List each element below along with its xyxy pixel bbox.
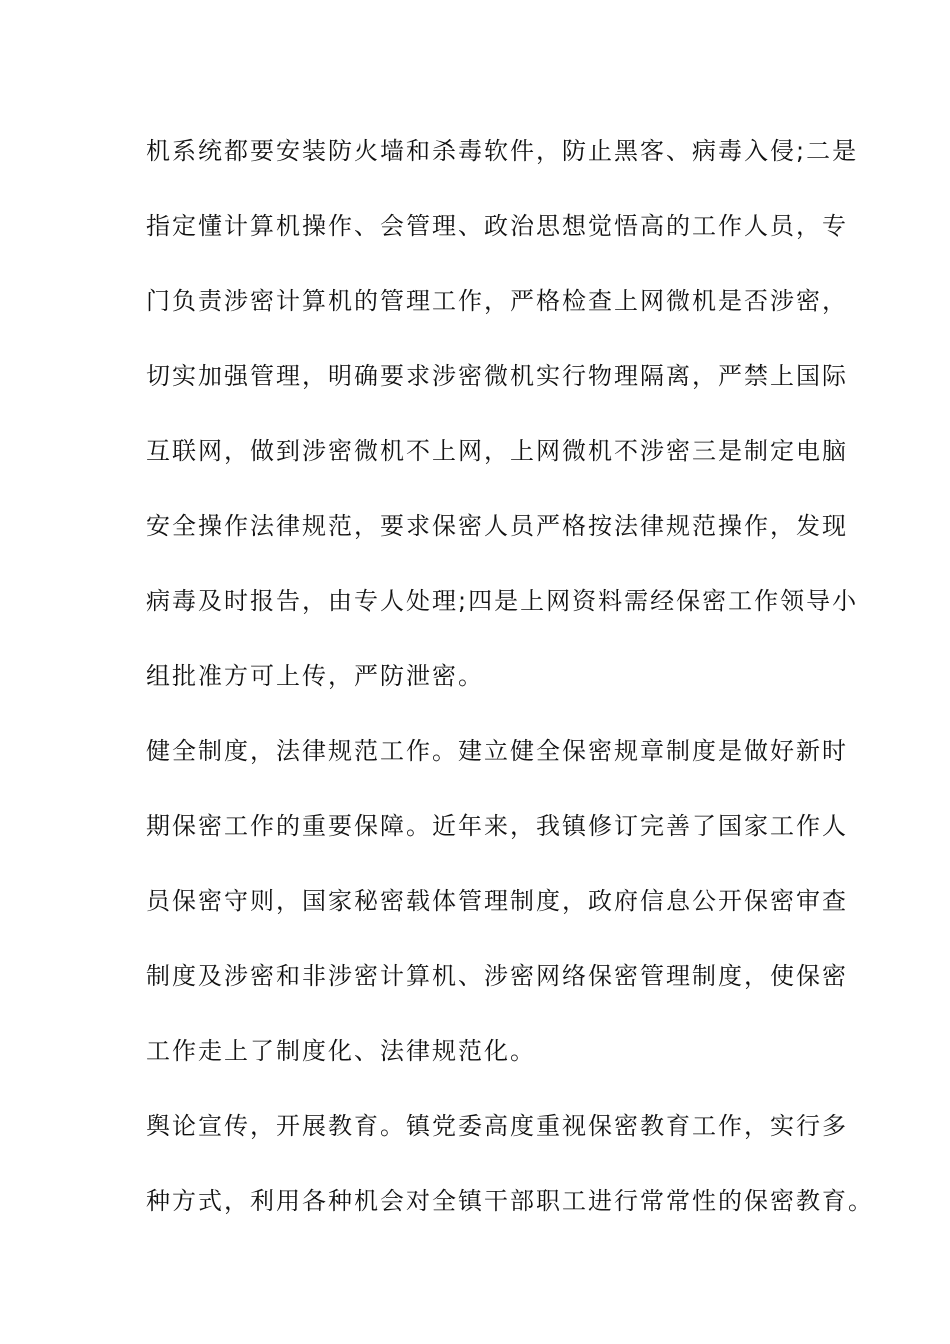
text-line: 期保密工作的重要保障。近年来，我镇修订完善了国家工作人 (146, 812, 848, 840)
text-line: 制度及涉密和非涉密计算机、涉密网络保密管理制度，使保密 (146, 962, 848, 990)
text-line: 组批准方可上传，严防泄密。 (146, 662, 484, 690)
text-line: 安全操作法律规范，要求保密人员严格按法律规范操作，发现 (146, 512, 848, 540)
text-line: 舆论宣传，开展教育。镇党委高度重视保密教育工作，实行多 (146, 1112, 848, 1140)
text-line: 机系统都要安装防火墙和杀毒软件，防止黑客、病毒入侵;二是 (146, 137, 859, 165)
text-line: 互联网，做到涉密微机不上网，上网微机不涉密三是制定电脑 (146, 437, 848, 465)
text-line: 指定懂计算机操作、会管理、政治思想觉悟高的工作人员，专 (146, 212, 848, 240)
text-line: 健全制度，法律规范工作。建立健全保密规章制度是做好新时 (146, 737, 848, 765)
text-line: 病毒及时报告，由专人处理;四是上网资料需经保密工作领导小 (146, 587, 859, 615)
document-body (146, 129, 874, 1254)
text-line: 门负责涉密计算机的管理工作，严格检查上网微机是否涉密， (146, 287, 848, 315)
text-line: 员保密守则，国家秘密载体管理制度，政府信息公开保密审查 (146, 887, 848, 915)
text-line: 工作走上了制度化、法律规范化。 (146, 1037, 536, 1065)
text-line: 种方式，利用各种机会对全镇干部职工进行常常性的保密教育。 (146, 1187, 874, 1215)
text-line: 切实加强管理，明确要求涉密微机实行物理隔离，严禁上国际 (146, 362, 848, 390)
